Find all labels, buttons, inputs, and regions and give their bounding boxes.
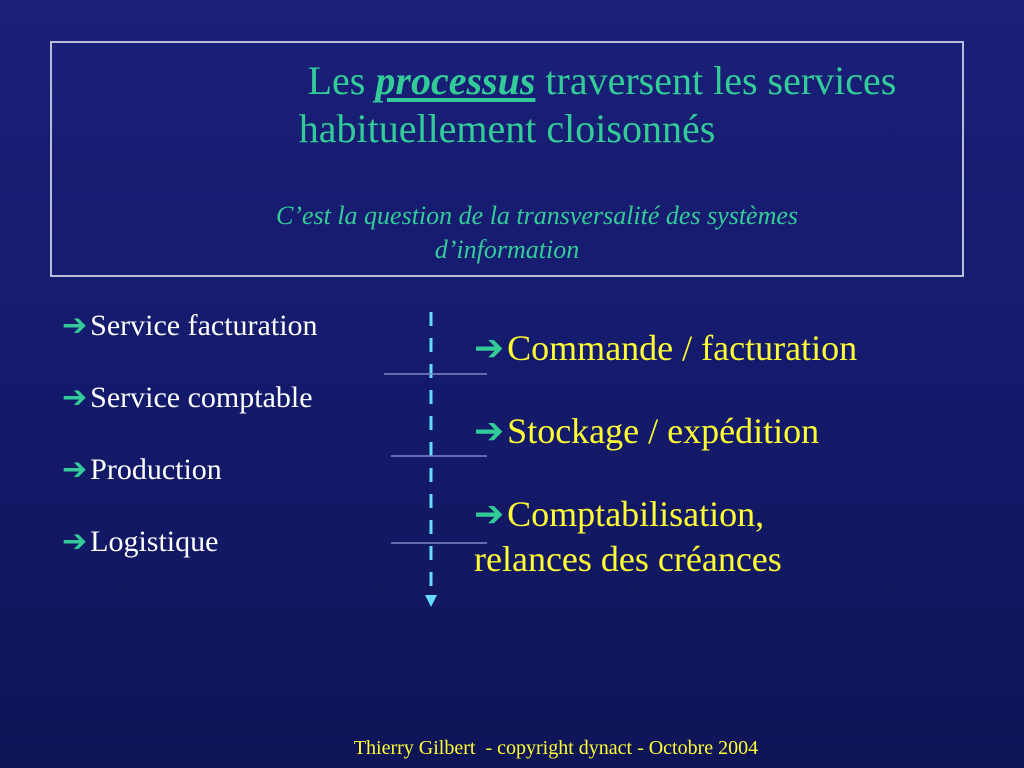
title-line-1	[52, 57, 962, 105]
service-label: Logistique	[90, 525, 219, 558]
service-item-production	[62, 450, 318, 522]
right-arrow-icon: ➔	[474, 411, 505, 452]
process-label: Stockage / expédition	[507, 411, 820, 451]
process-item-comptabilisation	[474, 492, 857, 581]
service-item-facturation	[62, 306, 318, 378]
slide-title	[52, 57, 962, 153]
right-arrow-icon: ➔	[474, 328, 505, 369]
service-label: Service comptable	[90, 381, 313, 414]
process-label: Commande / facturation	[507, 328, 858, 368]
flow-arrow-head-icon	[425, 595, 437, 607]
right-arrow-icon: ➔	[62, 308, 88, 343]
process-label: Comptabilisation,	[507, 494, 765, 534]
service-label: Production	[90, 453, 222, 486]
right-arrow-icon: ➔	[62, 452, 88, 487]
right-arrow-icon: ➔	[62, 380, 88, 415]
process-item-commande	[474, 326, 857, 371]
title-prefix: Les	[307, 58, 376, 103]
right-arrow-icon: ➔	[62, 524, 88, 559]
title-line-2: habituellement cloisonnés	[298, 106, 716, 151]
title-suffix: traversent les services	[535, 58, 897, 103]
service-item-logistique	[62, 522, 318, 594]
process-item-stockage	[474, 409, 857, 454]
service-label: Service facturation	[90, 309, 318, 342]
slide-footer: Thierry Gilbert - copyright dynact - Octobre 2004	[353, 737, 759, 759]
title-box	[50, 41, 964, 277]
subtitle-line-2: d’information	[434, 235, 580, 264]
process-list	[474, 326, 857, 581]
subtitle-line-1-text: C’est la question de la transversalité des systèmes	[275, 201, 799, 230]
subtitle-line-1	[52, 199, 962, 233]
slide-subtitle	[52, 199, 962, 267]
service-item-comptable	[62, 378, 318, 450]
right-arrow-icon: ➔	[474, 494, 505, 535]
process-label-continuation: relances des créances	[474, 539, 782, 579]
title-keyword: processus	[375, 58, 536, 103]
services-list	[62, 306, 318, 594]
